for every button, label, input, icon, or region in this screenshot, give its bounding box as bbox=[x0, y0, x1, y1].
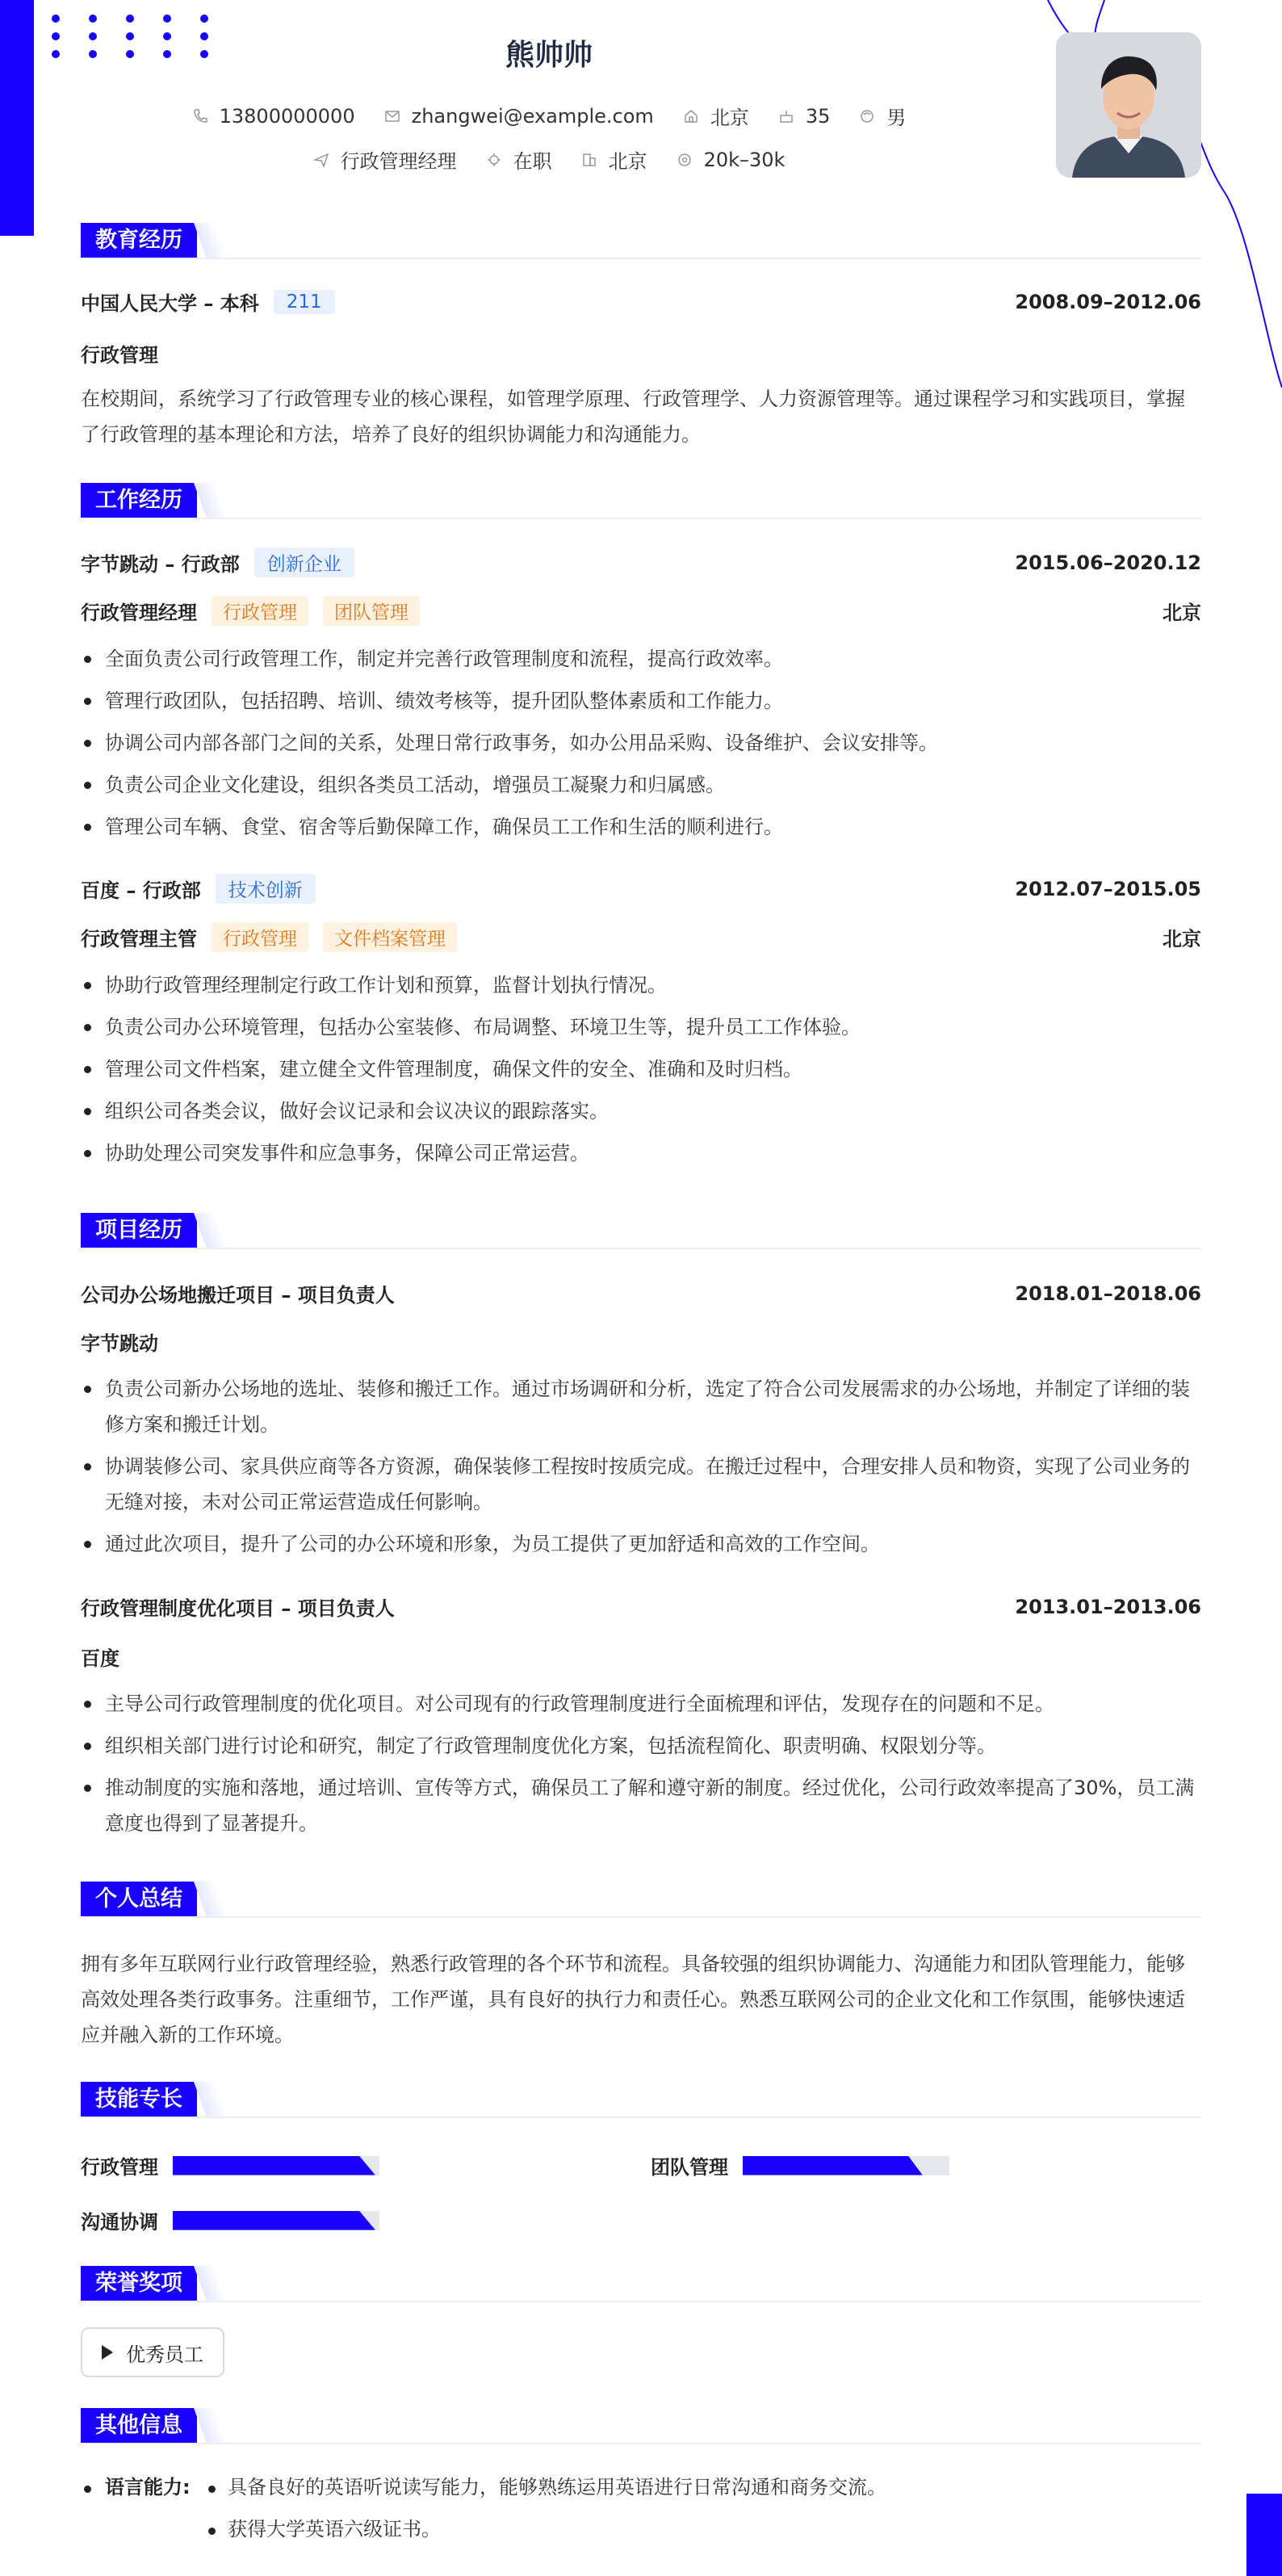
list-item: 组织公司各类会议，做好会议记录和会议决议的跟踪落实。 bbox=[81, 1093, 1201, 1129]
project-bullets-1 bbox=[81, 1371, 1201, 1568]
status-item bbox=[486, 145, 552, 174]
section-honors-title: 荣誉奖项 bbox=[81, 2266, 197, 2301]
language-label: 语言能力: bbox=[105, 2476, 191, 2498]
salary-item bbox=[677, 149, 786, 171]
job-city: 北京 bbox=[1163, 928, 1201, 950]
project-row-1 bbox=[81, 1279, 1201, 1307]
section-divider bbox=[81, 518, 1201, 519]
role-tag: 行政管理 bbox=[212, 596, 308, 626]
skill-item bbox=[651, 2151, 949, 2180]
avatar bbox=[1056, 32, 1201, 178]
skill-name: 沟通协调 bbox=[81, 2211, 158, 2234]
candidate-name: 熊帅帅 bbox=[505, 39, 593, 72]
section-work-title: 工作经历 bbox=[81, 483, 197, 518]
list-item: 负责公司新办公场地的选址、装修和搬迁工作。通过市场调研和分析，选定了符合公司发展需求的办公场地，并制定了详细的装修方案和搬迁计划。 bbox=[81, 1371, 1201, 1442]
language-item: 获得大学英语六级证书。 bbox=[228, 2518, 441, 2540]
list-item: 协助行政管理经理制定行政工作计划和预算，监督计划执行情况。 bbox=[81, 967, 1201, 1003]
decorative-bar-right bbox=[1246, 2494, 1282, 2576]
list-item: 管理公司车辆、食堂、宿舍等后勤保障工作，确保员工工作和生活的顺利进行。 bbox=[81, 809, 1201, 845]
section-other-title: 其他信息 bbox=[81, 2408, 197, 2444]
job-duties-2 bbox=[81, 967, 1201, 1177]
bullet-dot bbox=[208, 2486, 216, 2493]
mail-icon bbox=[384, 108, 400, 124]
project-bullets-2 bbox=[81, 1686, 1201, 1848]
list-item: 负责公司办公环境管理，包括办公室装修、布局调整、环境卫生等，提升员工工作体验。 bbox=[81, 1009, 1201, 1045]
cake-icon bbox=[778, 108, 794, 124]
award-badge bbox=[81, 2327, 224, 2377]
list-item: 协助处理公司突发事件和应急事务，保障公司正常运营。 bbox=[81, 1135, 1201, 1171]
list-item: 协调公司内部各部门之间的关系，处理日常行政事务，如办公用品采购、设备维护、会议安排等。 bbox=[81, 725, 1201, 761]
school-tag: 211 bbox=[274, 290, 335, 314]
skill-bar-fill bbox=[173, 2211, 375, 2230]
section-divider bbox=[81, 2443, 1201, 2444]
job-intent-row bbox=[0, 145, 1098, 174]
job-role-row-2 bbox=[81, 922, 1201, 952]
send-icon bbox=[313, 152, 329, 168]
contact-row bbox=[0, 102, 1098, 130]
section-education bbox=[81, 223, 1201, 258]
section-title-decoration bbox=[194, 1882, 228, 1917]
section-summary bbox=[81, 1882, 1201, 1917]
gender-text: 男 bbox=[886, 107, 907, 129]
summary-text: 拥有多年互联网行业行政管理经验，熟悉行政管理的各个环节和流程。具备较强的组织协调能力、沟通能力和团队管理能力，能够高效处理各类行政事务。注重细节，工作严谨，具有良好的执行力和责任心。熟悉互联网公司的企业文化和工作氛围，能够快速适应并融入新的工作环境。 bbox=[81, 1953, 1185, 2046]
play-icon bbox=[102, 2345, 113, 2360]
skill-name: 团队管理 bbox=[651, 2156, 728, 2179]
list-item: 负责公司企业文化建设，组织各类员工活动，增强员工凝聚力和归属感。 bbox=[81, 767, 1201, 803]
skill-bar bbox=[743, 2156, 949, 2175]
status-icon bbox=[486, 152, 502, 168]
target-city-text: 北京 bbox=[608, 150, 647, 173]
list-item: 推动制度的实施和落地，通过培训、宣传等方式，确保员工了解和遵守新的制度。经过优化，公司行政效率提高了30%，员工满意度也得到了显著提升。 bbox=[81, 1770, 1201, 1841]
section-divider bbox=[81, 2117, 1201, 2118]
award-label: 优秀员工 bbox=[126, 2343, 203, 2366]
target-city-item bbox=[581, 145, 647, 174]
status-text: 在职 bbox=[513, 150, 552, 173]
section-title-decoration bbox=[194, 2266, 228, 2301]
job-role-row-1 bbox=[81, 596, 1201, 626]
job-duties-1 bbox=[81, 641, 1201, 851]
company-tag: 技术创新 bbox=[216, 874, 316, 904]
phone-icon bbox=[192, 108, 208, 124]
gender-icon bbox=[859, 108, 875, 124]
school-name: 中国人民大学 – 本科 bbox=[81, 292, 259, 315]
list-item: 组织相关部门进行讨论和研究，制定了行政管理制度优化方案，包括流程简化、职责明确、权限划分等。 bbox=[81, 1728, 1201, 1764]
section-divider bbox=[81, 1916, 1201, 1918]
list-item: 协调装修公司、家具供应商等各方资源，确保装修工程按时按质完成。在搬迁过程中，合理安排人员和物资，实现了公司业务的无缝对接，未对公司正常运营造成任何影响。 bbox=[81, 1449, 1201, 1520]
project-period: 2018.01–2018.06 bbox=[1015, 1282, 1201, 1305]
project-org: 百度 bbox=[81, 1647, 119, 1670]
building-icon bbox=[581, 152, 597, 168]
skill-bar bbox=[173, 2211, 379, 2230]
section-title-decoration bbox=[194, 483, 228, 518]
section-education-title: 教育经历 bbox=[81, 223, 197, 258]
job-row-2 bbox=[81, 874, 1201, 904]
section-projects bbox=[81, 1213, 1201, 1248]
role-tag: 团队管理 bbox=[323, 596, 420, 626]
money-icon bbox=[677, 152, 693, 168]
job-role: 行政管理经理 bbox=[81, 602, 197, 624]
education-major: 行政管理 bbox=[81, 344, 158, 367]
language-item: 具备良好的英语听说读写能力，能够熟练运用英语进行日常沟通和商务交流。 bbox=[228, 2476, 886, 2498]
project-row-2 bbox=[81, 1592, 1201, 1621]
email-item bbox=[384, 105, 654, 128]
job-target-item bbox=[313, 145, 457, 174]
list-item: 管理公司文件档案，建立健全文件管理制度，确保文件的安全、准确和及时归档。 bbox=[81, 1051, 1201, 1087]
age-item bbox=[778, 105, 831, 128]
section-work bbox=[81, 483, 1201, 518]
bullet-dot bbox=[208, 2528, 216, 2535]
section-divider bbox=[81, 1248, 1201, 1249]
section-title-decoration bbox=[194, 2082, 228, 2117]
job-row-1 bbox=[81, 548, 1201, 577]
section-divider bbox=[81, 2301, 1201, 2302]
section-title-decoration bbox=[194, 2408, 228, 2444]
skill-bar bbox=[173, 2156, 379, 2175]
skill-item bbox=[81, 2151, 379, 2180]
gender-item bbox=[859, 102, 906, 130]
bullet-dot bbox=[84, 2486, 91, 2493]
education-row bbox=[81, 287, 1201, 316]
phone-text: 13800000000 bbox=[219, 104, 355, 128]
section-summary-title: 个人总结 bbox=[81, 1882, 197, 1917]
education-desc: 在校期间，系统学习了行政管理专业的核心课程，如管理学原理、行政管理学、人力资源管理等。通过课程学习和实践项目，掌握了行政管理的基本理论和方法，培养了良好的组织协调能力和沟通能力。 bbox=[81, 388, 1185, 446]
education-period: 2008.09–2012.06 bbox=[1015, 290, 1201, 313]
list-item: 主导公司行政管理制度的优化项目。对公司现有的行政管理制度进行全面梳理和评估，发现存在的问题和不足。 bbox=[81, 1686, 1201, 1722]
salary-text: 20k–30k bbox=[703, 148, 786, 171]
city-text: 北京 bbox=[710, 107, 749, 129]
age-text: 35 bbox=[805, 104, 831, 128]
project-name: 公司办公场地搬迁项目 – 项目负责人 bbox=[81, 1284, 395, 1307]
home-icon bbox=[683, 108, 699, 124]
skill-item bbox=[81, 2206, 379, 2234]
avatar-portrait-icon bbox=[1056, 32, 1201, 178]
job-role: 行政管理主管 bbox=[81, 928, 197, 950]
skill-name: 行政管理 bbox=[81, 2156, 158, 2179]
project-period: 2013.01–2013.06 bbox=[1015, 1595, 1201, 1618]
job-company: 百度 – 行政部 bbox=[81, 879, 201, 902]
job-target-text: 行政管理经理 bbox=[340, 150, 457, 173]
section-divider bbox=[81, 258, 1201, 259]
skill-bar-fill bbox=[173, 2156, 375, 2175]
section-skills-title: 技能专长 bbox=[81, 2082, 197, 2117]
list-item: 管理行政团队，包括招聘、培训、绩效考核等，提升团队整体素质和工作能力。 bbox=[81, 683, 1201, 719]
email-text: zhangwei@example.com bbox=[411, 104, 654, 128]
role-tag: 行政管理 bbox=[212, 922, 308, 952]
company-tag: 创新企业 bbox=[254, 548, 354, 577]
skill-bar-fill bbox=[743, 2156, 923, 2175]
section-skills bbox=[81, 2082, 1201, 2117]
job-period: 2012.07–2015.05 bbox=[1015, 877, 1201, 900]
resume-header bbox=[0, 0, 1282, 186]
list-item: 全面负责公司行政管理工作，制定并完善行政管理制度和流程，提高行政效率。 bbox=[81, 641, 1201, 677]
job-company: 字节跳动 – 行政部 bbox=[81, 553, 240, 576]
role-tag: 文件档案管理 bbox=[323, 922, 457, 952]
section-other bbox=[81, 2408, 1201, 2444]
section-honors bbox=[81, 2266, 1201, 2301]
project-name: 行政管理制度优化项目 – 项目负责人 bbox=[81, 1597, 395, 1620]
job-period: 2015.06–2020.12 bbox=[1015, 551, 1201, 574]
phone-item bbox=[192, 105, 355, 128]
city-item bbox=[683, 102, 749, 130]
project-org: 字节跳动 bbox=[81, 1332, 158, 1355]
section-projects-title: 项目经历 bbox=[81, 1213, 197, 1248]
section-title-decoration bbox=[194, 223, 228, 258]
job-city: 北京 bbox=[1163, 602, 1201, 624]
section-title-decoration bbox=[194, 1213, 228, 1248]
list-item: 通过此次项目，提升了公司的办公环境和形象，为员工提供了更加舒适和高效的工作空间。 bbox=[81, 1526, 1201, 1562]
